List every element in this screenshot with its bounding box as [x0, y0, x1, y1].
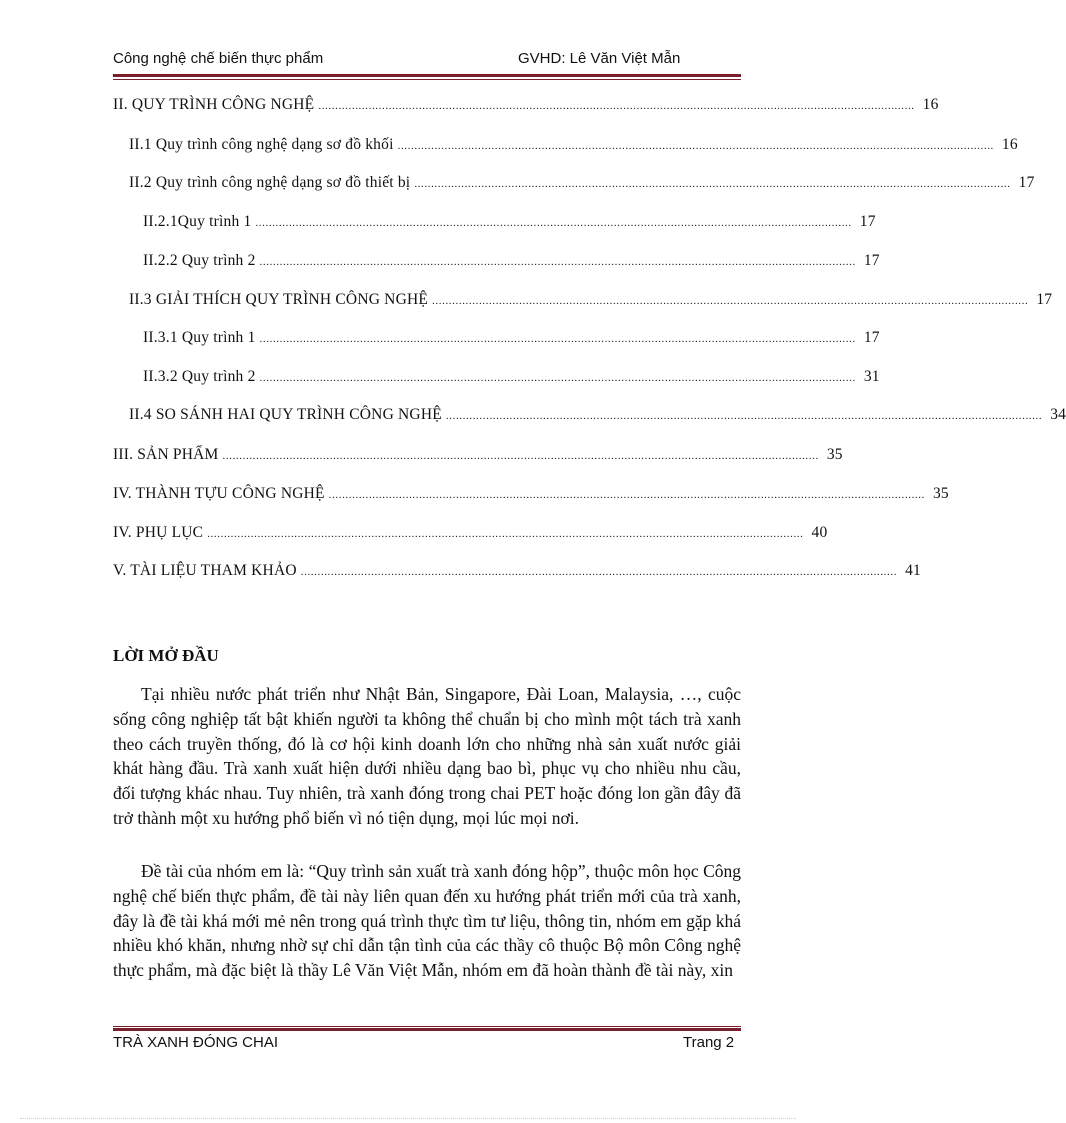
- page-header: [113, 50, 741, 76]
- toc-leader: ..................................................................................................................................................................................: [207, 528, 804, 540]
- toc-entry-label: II.2.1Quy trình 1: [143, 213, 252, 230]
- toc-leader: ..................................................................................................................................................................................: [259, 372, 856, 384]
- toc-entry-page: 17: [1036, 291, 1053, 308]
- toc-leader: ..................................................................................................................................................................................: [255, 217, 852, 229]
- toc-entry-label: II.1 Quy trình công nghệ dạng sơ đồ khối: [129, 136, 394, 153]
- toc-leader: ..................................................................................................................................................................................: [259, 333, 856, 345]
- toc-entry-label: IV. PHỤ LỤC: [113, 524, 204, 541]
- toc-entry[interactable]: [113, 524, 828, 542]
- toc-entry[interactable]: [113, 562, 921, 580]
- toc-entry-page: 17: [863, 329, 880, 346]
- toc-entry-page: 16: [922, 96, 939, 113]
- toc-leader: ..................................................................................................................................................................................: [222, 450, 819, 462]
- toc-entry-page: 35: [826, 446, 843, 463]
- toc-entry-label: II.4 SO SÁNH HAI QUY TRÌNH CÔNG NGHỆ: [129, 406, 442, 423]
- footer-rule: [113, 1024, 741, 1031]
- toc-leader: ..................................................................................................................................................................................: [300, 566, 898, 578]
- toc-entry-page: 31: [863, 368, 880, 385]
- toc-entry[interactable]: [143, 252, 880, 270]
- toc-entry-label: II.3.2 Quy trình 2: [143, 368, 256, 385]
- toc-entry-label: II. QUY TRÌNH CÔNG NGHỆ: [113, 96, 315, 113]
- toc-entry-label: III. SẢN PHẨM: [113, 446, 219, 463]
- toc-entry[interactable]: [129, 136, 1018, 154]
- toc-entry-label: II.3.1 Quy trình 1: [143, 329, 256, 346]
- header-rule: [113, 74, 741, 80]
- toc-entry-page: 17: [859, 213, 876, 230]
- toc-entry-page: 17: [1018, 174, 1035, 191]
- toc-entry[interactable]: [129, 291, 1053, 309]
- footer-document-title: TRÀ XANH ĐÓNG CHAI: [113, 1034, 279, 1051]
- intro-paragraph-2: Đề tài của nhóm em là: “Quy trình sản xuất trà xanh đóng hộp”, thuộc môn học Công nghệ chế biến thực phẩm, đề tài này liên quan đến xu hướng phát triển mới của trà xanh, đây là đề tài khá mới mẻ nên trong quá trình thực tìm tư liệu, thông tin, nhóm em gặp khá nhiều khó khăn, nhưng nhờ sự chỉ dẫn tận tình của các thầy cô thuộc Bộ môn Công nghệ thực phẩm, mà đặc biệt là thầy Lê Văn Việt Mẫn, nhóm em đã hoàn thành đề tài này, xin: [113, 861, 741, 981]
- toc-entry-page: 40: [811, 524, 828, 541]
- toc-entry[interactable]: [113, 446, 843, 464]
- toc-entry-page: 16: [1001, 136, 1018, 153]
- toc-entry-page: 35: [932, 485, 949, 502]
- toc-entry-page: 17: [863, 252, 880, 269]
- toc-entry[interactable]: [143, 213, 876, 231]
- toc-entry[interactable]: [129, 406, 1066, 424]
- header-instructor: GVHD: Lê Văn Việt Mẫn: [518, 50, 681, 67]
- footer-page-number: Trang 2: [683, 1034, 735, 1051]
- toc-entry[interactable]: [129, 174, 1035, 192]
- toc-leader: ..................................................................................................................................................................................: [259, 256, 856, 268]
- toc-leader: ..................................................................................................................................................................................: [432, 295, 1029, 307]
- toc-entry-page: 41: [905, 562, 921, 579]
- page-edge: [20, 1118, 796, 1119]
- toc-entry-label: II.2.2 Quy trình 2: [143, 252, 256, 269]
- toc-leader: ..................................................................................................................................................................................: [328, 489, 925, 501]
- toc-entry-label: IV. THÀNH TỰU CÔNG NGHỆ: [113, 485, 325, 502]
- toc-entry-page: 34: [1050, 406, 1066, 423]
- toc-entry-label: II.3 GIẢI THÍCH QUY TRÌNH CÔNG NGHỆ: [129, 291, 429, 308]
- intro-paragraph-1: Tại nhiều nước phát triển như Nhật Bản, Singapore, Đài Loan, Malaysia, …, cuộc sống công nghiệp tất bật khiến người ta không thể chuẩn bị cho mình một tách trà xanh theo cách truyền thống, đó là cơ hội kinh doanh lớn cho những nhà sản xuất nước giải khát hàng đầu. Trà xanh xuất hiện dưới nhiều dạng bao bì, phục vụ cho nhiều nhu cầu, đối tượng khác nhau. Tuy nhiên, trà xanh đóng trong chai PET hoặc đóng lon gần đây đã trở thành một xu hướng phổ biến vì nó tiện dụng, mọi lúc mọi nơi.: [113, 684, 741, 828]
- toc-entry-label: V. TÀI LIỆU THAM KHẢO: [113, 562, 297, 579]
- toc-entry-label: II.2 Quy trình công nghệ dạng sơ đồ thiết bị: [129, 174, 411, 191]
- toc-leader: ..................................................................................................................................................................................: [397, 140, 994, 152]
- toc-entry[interactable]: [113, 485, 949, 503]
- intro-heading: LỜI MỞ ĐẦU: [113, 646, 219, 665]
- header-course-title: Công nghệ chế biến thực phẩm: [113, 50, 324, 67]
- toc-entry[interactable]: [143, 329, 880, 347]
- toc-entry[interactable]: [143, 368, 880, 386]
- toc-leader: ..................................................................................................................................................................................: [318, 100, 915, 112]
- toc-leader: ..................................................................................................................................................................................: [414, 178, 1011, 190]
- toc-leader: ..................................................................................................................................................................................: [445, 410, 1043, 422]
- toc-entry[interactable]: [113, 96, 939, 114]
